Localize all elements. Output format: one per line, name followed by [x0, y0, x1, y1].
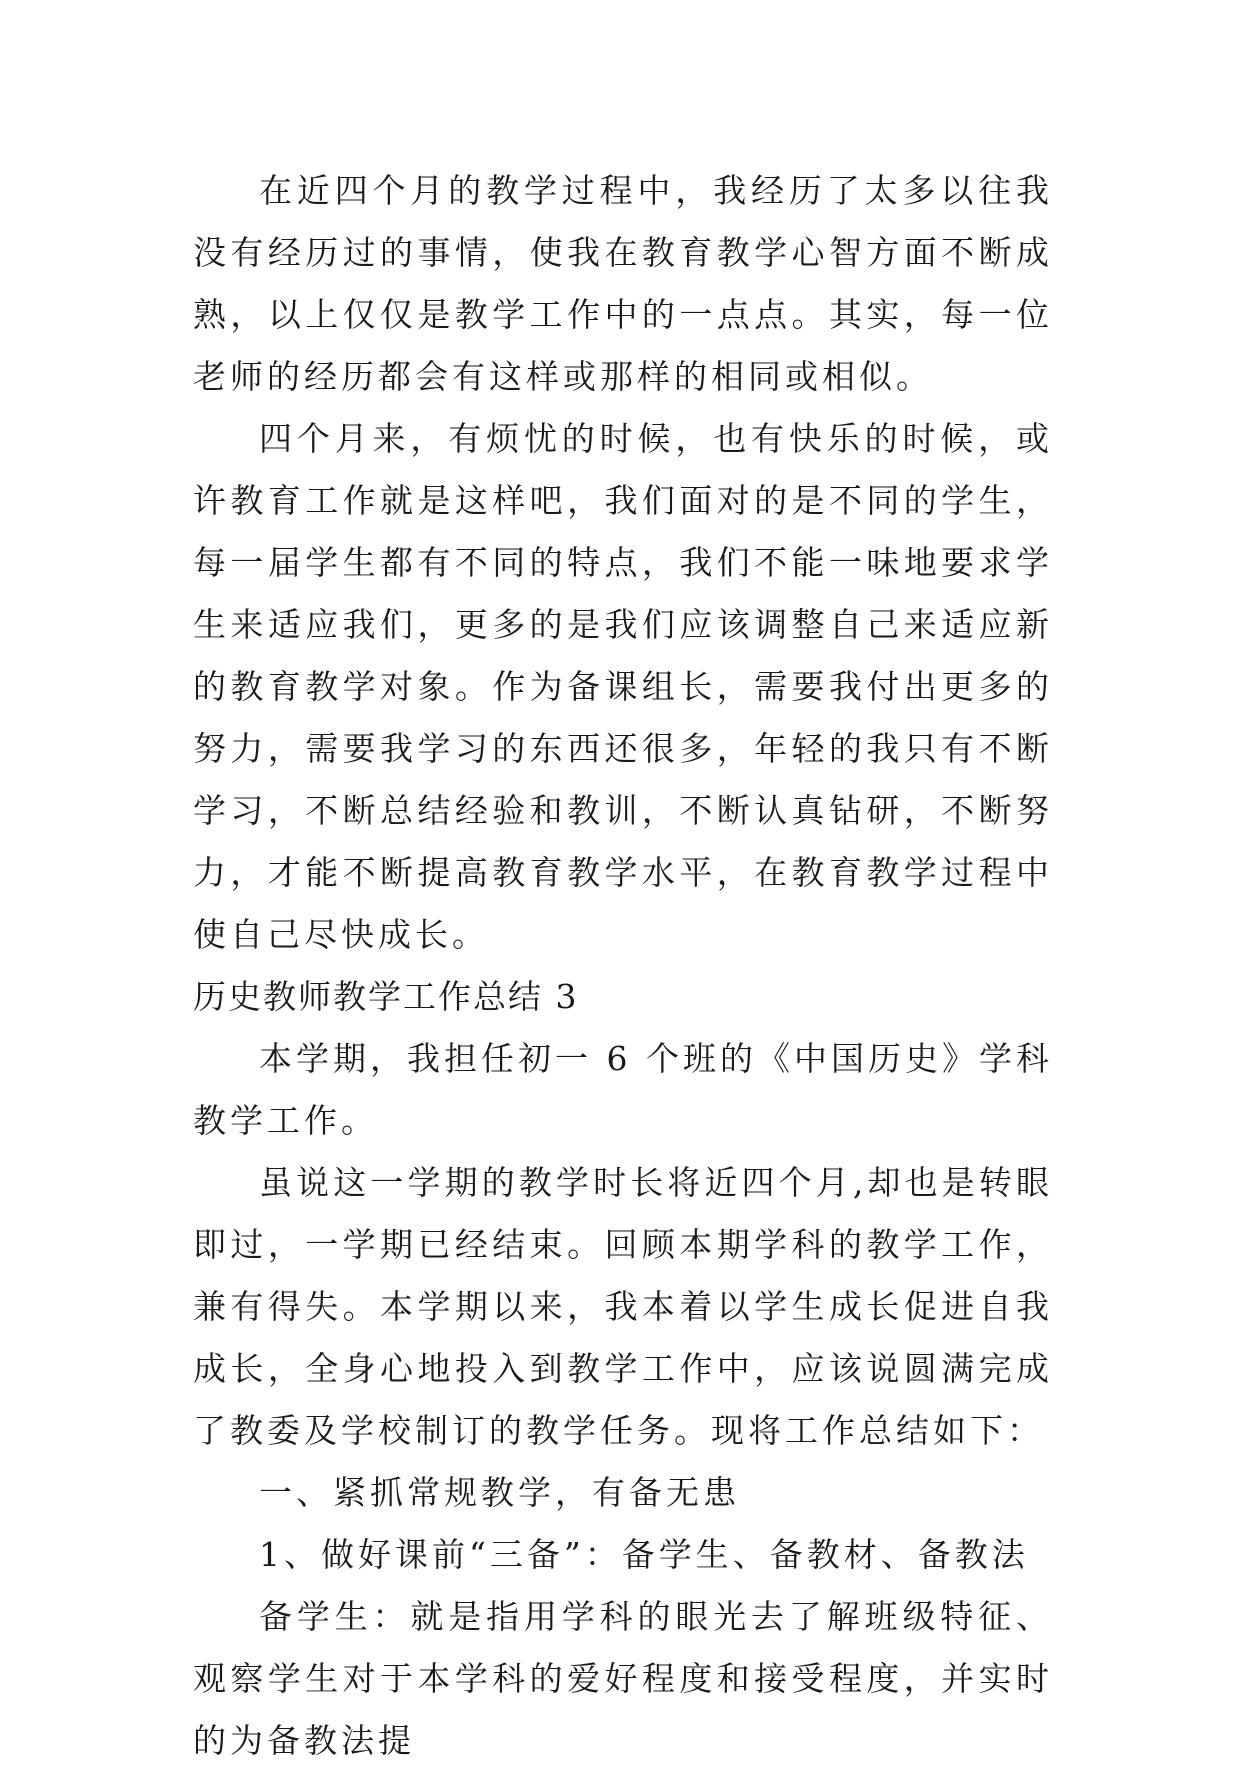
subheading-routine-teaching: 一、紧抓常规教学，有备无患	[259, 1473, 740, 1512]
document-body	[193, 160, 1053, 1772]
paragraph-reflection: 在近四个月的教学过程中，我经历了太多以往我没有经历过的事情，使我在教育教学心智方面不断成熟，以上仅仅是教学工作中的一点点。其实，每一位老师的经历都会有这样或那样的相同或相似。	[193, 171, 1053, 396]
paragraph-prepare-students: 备学生：就是指用学科的眼光去了解班级特征、观察学生对于本学科的爱好程度和接受程度，并实时的为备教法提	[193, 1597, 1053, 1760]
paragraph-assignment: 本学期，我担任初一 6 个班的《中国历史》学科教学工作。	[193, 1039, 1053, 1140]
paragraph-four-months: 四个月来，有烦忧的时候，也有快乐的时候，或许教育工作就是这样吧，我们面对的是不同的学生，每一届学生都有不同的特点，我们不能一味地要求学生来适应我们，更多的是我们应该调整自己来适应新的教育教学对象。作为备课组长，需要我付出更多的努力，需要我学习的东西还很多，年轻的我只有不断学习，不断总结经验和教训，不断认真钻研，不断努力，才能不断提高教育教学水平，在教育教学过程中使自己尽快成长。	[193, 419, 1053, 954]
paragraph-semester-review: 虽说这一学期的教学时长将近四个月,却也是转眼即过，一学期已经结束。回顾本期学科的教学工作，兼有得失。本学期以来，我本着以学生成长促进自我成长，全身心地投入到教学工作中，应该说圆满完成了教委及学校制订的教学任务。现将工作总结如下：	[193, 1163, 1053, 1450]
section-heading: 历史教师教学工作总结 3	[193, 977, 579, 1016]
subheading-three-preparations: 1、做好课前“三备”：备学生、备教材、备教法	[259, 1535, 1029, 1574]
